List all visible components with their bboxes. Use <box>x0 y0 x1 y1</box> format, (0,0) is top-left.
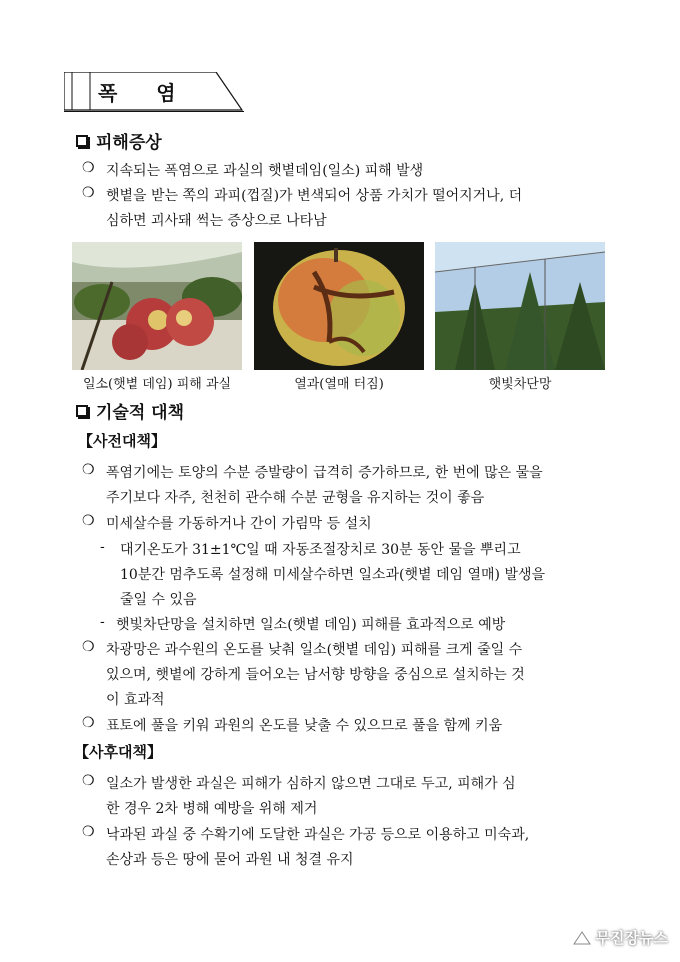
circle-bullet-icon: ❍ <box>82 715 95 731</box>
subheading-pre-measures: 【사전대책】 <box>78 432 166 450</box>
fruit-cracking-photo <box>254 242 424 370</box>
sunburn-apple-photo <box>72 242 242 370</box>
dash-bullet: - <box>100 614 105 630</box>
pre-line-7: 햇빛차단망을 설치하면 일소(햇볕 데임) 피해를 효과적으로 예방 <box>116 617 506 633</box>
watermark-logo-icon <box>572 930 592 946</box>
section-heading-text: 기술적 대책 <box>96 403 185 423</box>
post-line-1: 일소가 발생한 과실은 피해가 심하지 않으면 그대로 두고, 피해가 심 <box>106 776 516 792</box>
square-bullet-icon <box>76 405 88 417</box>
pre-line-9: 있으며, 햇볕에 강하게 들어오는 남서향 방향을 중심으로 설치하는 것 <box>106 667 525 683</box>
circle-bullet-icon: ❍ <box>82 824 95 840</box>
post-line-3: 낙과된 과실 중 수확기에 도달한 과실은 가공 등으로 이용하고 미숙과, <box>106 827 530 843</box>
pre-line-4: 대기온도가 31±1℃일 때 자동조절장치로 30분 동안 물을 뿌리고 <box>120 542 521 558</box>
watermark-text: 무진장뉴스 <box>595 929 668 947</box>
pre-line-1: 폭염기에는 토양의 수분 증발량이 급격히 증가하므로, 한 번에 많은 물을 <box>106 465 543 481</box>
dash-bullet: - <box>100 539 105 555</box>
circle-bullet-icon: ❍ <box>82 462 95 478</box>
square-bullet-icon <box>76 135 88 147</box>
shade-net-photo <box>435 242 605 370</box>
symptom-line-1: 지속되는 폭염으로 과실의 햇볕데임(일소) 피해 발생 <box>106 163 424 179</box>
subheading-post-measures: 【사후대책】 <box>74 743 162 761</box>
pre-line-3: 미세살수를 가동하거나 간이 가림막 등 설치 <box>106 516 372 532</box>
circle-bullet-icon: ❍ <box>82 773 95 789</box>
symptom-line-2: 햇볕을 받는 쪽의 과피(껍질)가 변색되어 상품 가치가 떨어지거나, 더 <box>106 188 523 204</box>
pre-line-11: 표토에 풀을 키워 과원의 온도를 낮출 수 있으므로 풀을 함께 키움 <box>106 718 503 734</box>
symptom-line-3: 심하면 괴사돼 썩는 증상으로 나타남 <box>106 213 327 229</box>
pre-line-5: 10분간 멈추도록 설정해 미세살수하면 일소과(햇볕 데임 열매) 발생을 <box>120 567 546 583</box>
watermark <box>572 927 668 948</box>
pre-line-6: 줄일 수 있음 <box>120 592 197 608</box>
page-title: 폭 염 <box>98 81 192 105</box>
pre-line-8: 차광망은 과수원의 온도를 낮춰 일소(햇볕 데임) 피해를 크게 줄일 수 <box>106 642 523 658</box>
section-heading-measures <box>76 398 184 423</box>
pre-line-2: 주기보다 자주, 천천히 관수해 수분 균형을 유지하는 것이 좋음 <box>106 490 485 506</box>
photo-caption-1: 일소(햇볕 데임) 피해 과실 <box>82 377 232 392</box>
circle-bullet-icon: ❍ <box>82 185 95 201</box>
photo-caption-3: 햇빛차단망 <box>488 377 552 392</box>
photo-caption-2: 열과(열매 터짐) <box>294 377 384 392</box>
circle-bullet-icon: ❍ <box>82 160 95 176</box>
section-heading-symptoms <box>76 128 162 153</box>
pre-line-10: 이 효과적 <box>106 692 165 708</box>
circle-bullet-icon: ❍ <box>82 639 95 655</box>
section-heading-text: 피해증상 <box>96 133 162 153</box>
circle-bullet-icon: ❍ <box>82 513 95 529</box>
post-line-4: 손상과 등은 땅에 묻어 과원 내 청결 유지 <box>106 852 354 868</box>
post-line-2: 한 경우 2차 병해 예방을 위해 제거 <box>106 801 318 817</box>
